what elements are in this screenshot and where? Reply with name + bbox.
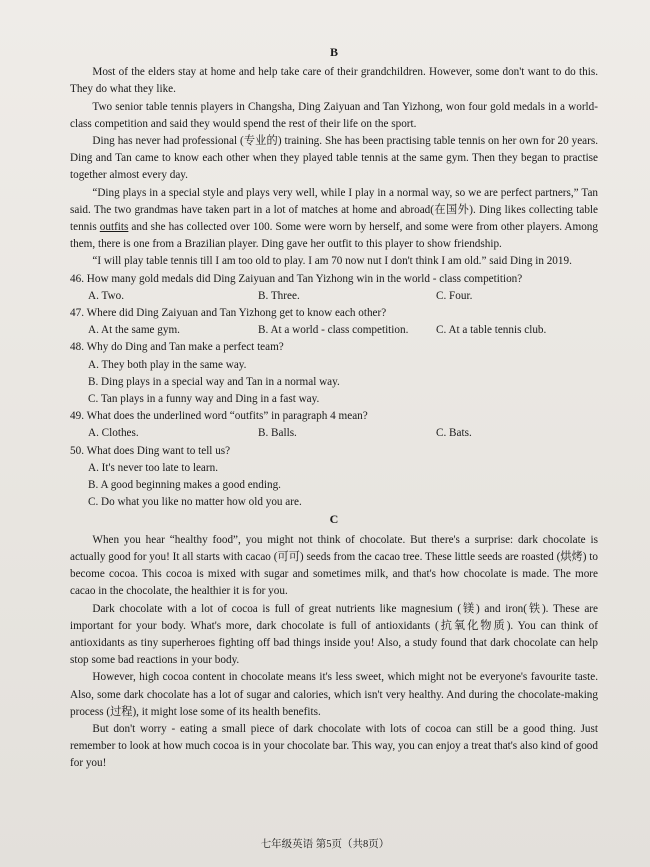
option-c: C. Four. bbox=[436, 289, 473, 302]
option-a: A. Two. bbox=[88, 289, 124, 302]
question-stem: 49. What does the underlined word “outfits” in paragraph 4 mean? bbox=[70, 410, 368, 423]
section-b-paragraph-2: Two senior table tennis players in Changsha, Ding Zaiyuan and Tan Yizhong, won four gold medals in a world-class competition and said they would spend the rest of their life on the sport. bbox=[70, 100, 598, 130]
question-stem: 47. Where did Ding Zaiyuan and Tan Yizhong get to know each other? bbox=[70, 307, 387, 320]
paragraph-5-text: I will play table tennis till I am too old to play. I am 70 now nut I don't think I am old.” said Ding in 2019. bbox=[97, 255, 572, 268]
question-stem: 50. What does Ding want to tell us? bbox=[70, 444, 231, 457]
option-a: A. It's never too late to learn. bbox=[88, 461, 219, 474]
option-b: B. At a world - class competition. bbox=[258, 324, 409, 337]
option-c: C. Bats. bbox=[436, 427, 472, 440]
paragraph-4-end: and she has collected over 100. Some were worn by herself, and some were from other players. Among them, there is one from a Brazilian player. Ding gave her outfit to this player to show friendship. bbox=[70, 221, 598, 251]
option-c: C. Tan plays in a funny way and Ding in a fast way. bbox=[88, 393, 320, 406]
question-50 bbox=[70, 443, 598, 512]
option-b: B. Ding plays in a special way and Tan in a normal way. bbox=[88, 375, 340, 388]
section-c-paragraph-1: When you hear “healthy food”, you might not think of chocolate. But there's a surprise: dark chocolate is actually good for you! It all starts with cacao (可可) seeds from the cacao tree. These little seeds are roasted (烘烤) to become cocoa. This cocoa is mixed with sugar and sometimes milk, and that's how chocolate is made. The more cacao in the chocolate, the healthier it is for you. bbox=[70, 533, 598, 598]
option-b: B. A good beginning makes a good ending. bbox=[88, 479, 281, 492]
page-footer: 七年级英语 第5页（共8页） bbox=[260, 838, 390, 850]
section-c-paragraph-2: Dark chocolate with a lot of cocoa is full of great nutrients like magnesium (镁) and iron(铁). These are important for your body. What's more, dark chocolate is full of antioxidants (抗氧化物质). You can think of antioxidants as tiny superheroes fighting off bad things inside you! Also, a study found that dark chocolate can help stop some bad reactions in your body. bbox=[70, 602, 598, 667]
section-c-paragraph-3: However, high cocoa content in chocolate means it's less sweet, which might not be everyone's favourite taste. Also, some dark chocolate has a lot of sugar and calories, which isn't very healthy. And during the chocolate-making process (过程), it might lose some of its health benefits. bbox=[70, 671, 598, 718]
section-b-paragraph-1: Most of the elders stay at home and help take care of their grandchildren. However, some don't want to do this. They do what they like. bbox=[70, 66, 598, 96]
option-a: A. They both play in the same way. bbox=[88, 358, 247, 371]
section-b-title: B bbox=[329, 45, 338, 59]
paragraph-5-open-quote: “ bbox=[92, 255, 98, 268]
question-46 bbox=[70, 271, 598, 305]
section-b-paragraph-3: Ding has never had professional (专业的) training. She has been practising table tennis on her own for 20 years. Ding and Tan came to know each other when they played table tennis at the same gym. Then they began to practise together almost every day. bbox=[70, 135, 598, 182]
paragraph-4-start: “Ding plays in a special style and plays very well, while I play in a normal way, so we are perfect partners,” Tan said. The two grandmas have taken part in a lot of matches at home and abroad(在国外). Ding likes collecting table tennis bbox=[70, 186, 598, 234]
section-c-paragraph-4: But don't worry - eating a small piece of dark chocolate with lots of cocoa can still be a good thing. Just remember to look at how much cocoa is in your chocolate bar. This way, you can enjoy a treat that's also kind of good for you! bbox=[70, 722, 598, 770]
question-stem: 48. Why do Ding and Tan make a perfect team? bbox=[70, 341, 284, 354]
option-row bbox=[70, 322, 598, 339]
option-c: C. At a table tennis club. bbox=[436, 324, 547, 337]
option-b: B. Balls. bbox=[258, 427, 297, 440]
question-47 bbox=[70, 305, 598, 339]
section-b-paragraph-5 bbox=[70, 253, 598, 270]
option-b: B. Three. bbox=[258, 289, 300, 302]
option-row bbox=[70, 425, 598, 442]
option-c: C. Do what you like no matter how old you are. bbox=[88, 496, 302, 509]
option-a: A. At the same gym. bbox=[88, 324, 180, 337]
section-b-paragraph-4 bbox=[70, 185, 598, 254]
section-c-title: C bbox=[329, 512, 339, 527]
underlined-word-outfits: outfits bbox=[99, 221, 129, 234]
question-48 bbox=[70, 339, 598, 408]
question-stem: 46. How many gold medals did Ding Zaiyuan and Tan Yizhong win in the world - class competition? bbox=[70, 272, 523, 285]
option-row bbox=[70, 288, 598, 305]
question-49 bbox=[70, 408, 598, 442]
option-a: A. Clothes. bbox=[88, 427, 139, 440]
